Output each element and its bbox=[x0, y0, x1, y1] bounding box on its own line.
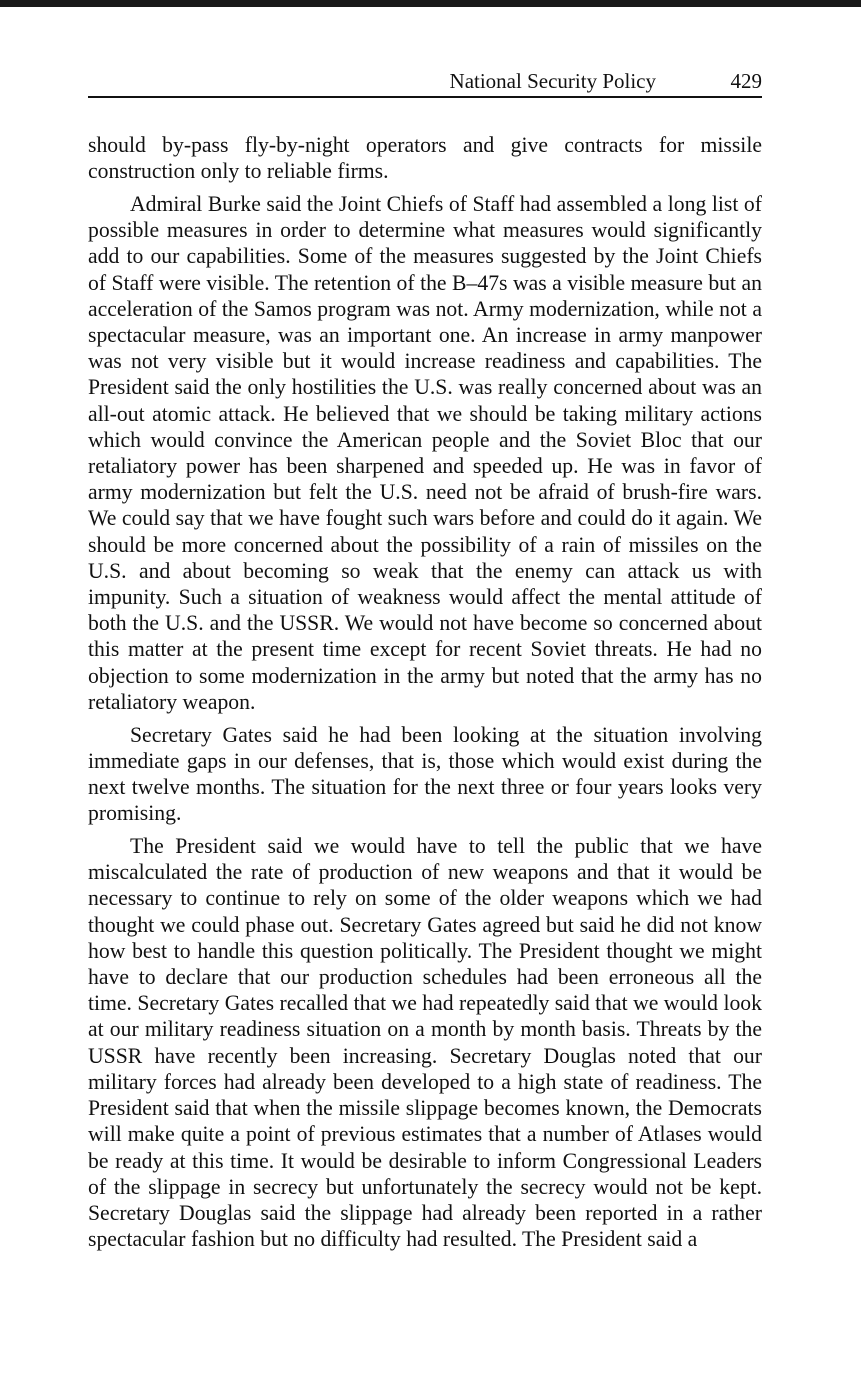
paragraph-continued: should by-pass fly-by-night operators and give contracts for missile construction only to reliable firms. bbox=[88, 133, 762, 184]
page-top-edge bbox=[0, 0, 861, 7]
page-number: 429 bbox=[730, 69, 762, 93]
paragraph-president: The President said we would have to tell the public that we have miscalculated the rate of production of new weapons and that it would be necessary to continue to rely on some of the older weapons which we had thought we could phase out. Secretary Gates agreed but said he did not know how best to handle this question politically. The President thought we might have to declare that our production schedules had been erroneous all the time. Secretary Gates recalled that we had repeatedly said that we would look at our military readiness situation on a month by month basis. Threats by the USSR have recently been increasing. Secretary Douglas noted that our military forces had already been developed to a high state of readiness. The President said that when the missile slippage becomes known, the Democrats will make quite a point of previous estimates that a number of Atlases would be ready at this time. It would be desirable to inform Congressional Leaders of the slippage in secrecy but unfortunately the secrecy would not be kept. Secretary Douglas said the slippage had already been reported in a rather spectacular fashion but no difficulty had resulted. The President said a bbox=[88, 834, 762, 1252]
body-text bbox=[88, 132, 762, 1259]
paragraph-secretary-gates: Secretary Gates said he had been looking at the situation involving immediate gaps in our defenses, that is, those which would exist during the next twelve months. The situation for the next three or four years looks very promising. bbox=[88, 722, 762, 826]
running-header bbox=[88, 66, 762, 98]
paragraph-admiral-burke: Admiral Burke said the Joint Chiefs of Staff had assembled a long list of possible measures in order to determine what measures would significantly add to our capabilities. Some of the measures suggested by the Joint Chiefs of Staff were visible. The retention of the B–47s was a visible measure but an acceleration of the Samos program was not. Army modernization, while not a spectacular measure, was an important one. An increase in army manpower was not very visible but it would increase readiness and capabilities. The President said the only hostilities the U.S. was really concerned about was an all-out atomic attack. He believed that we should be taking military actions which would convince the American people and the Soviet Bloc that our retaliatory power has been sharpened and speeded up. He was in favor of army modernization but felt the U.S. need not be afraid of brush-fire wars. We could say that we have fought such wars before and could do it again. We should be more concerned about the possibility of a rain of missiles on the U.S. and about becoming so weak that the enemy can attack us with impunity. Such a situation of weakness would affect the mental attitude of both the U.S. and the USSR. We would not have become so concerned about this matter at the present time except for recent Soviet threats. He had no objection to some modernization in the army but noted that the army has no retaliatory weapon. bbox=[88, 192, 762, 714]
running-head-title: National Security Policy bbox=[449, 69, 656, 93]
